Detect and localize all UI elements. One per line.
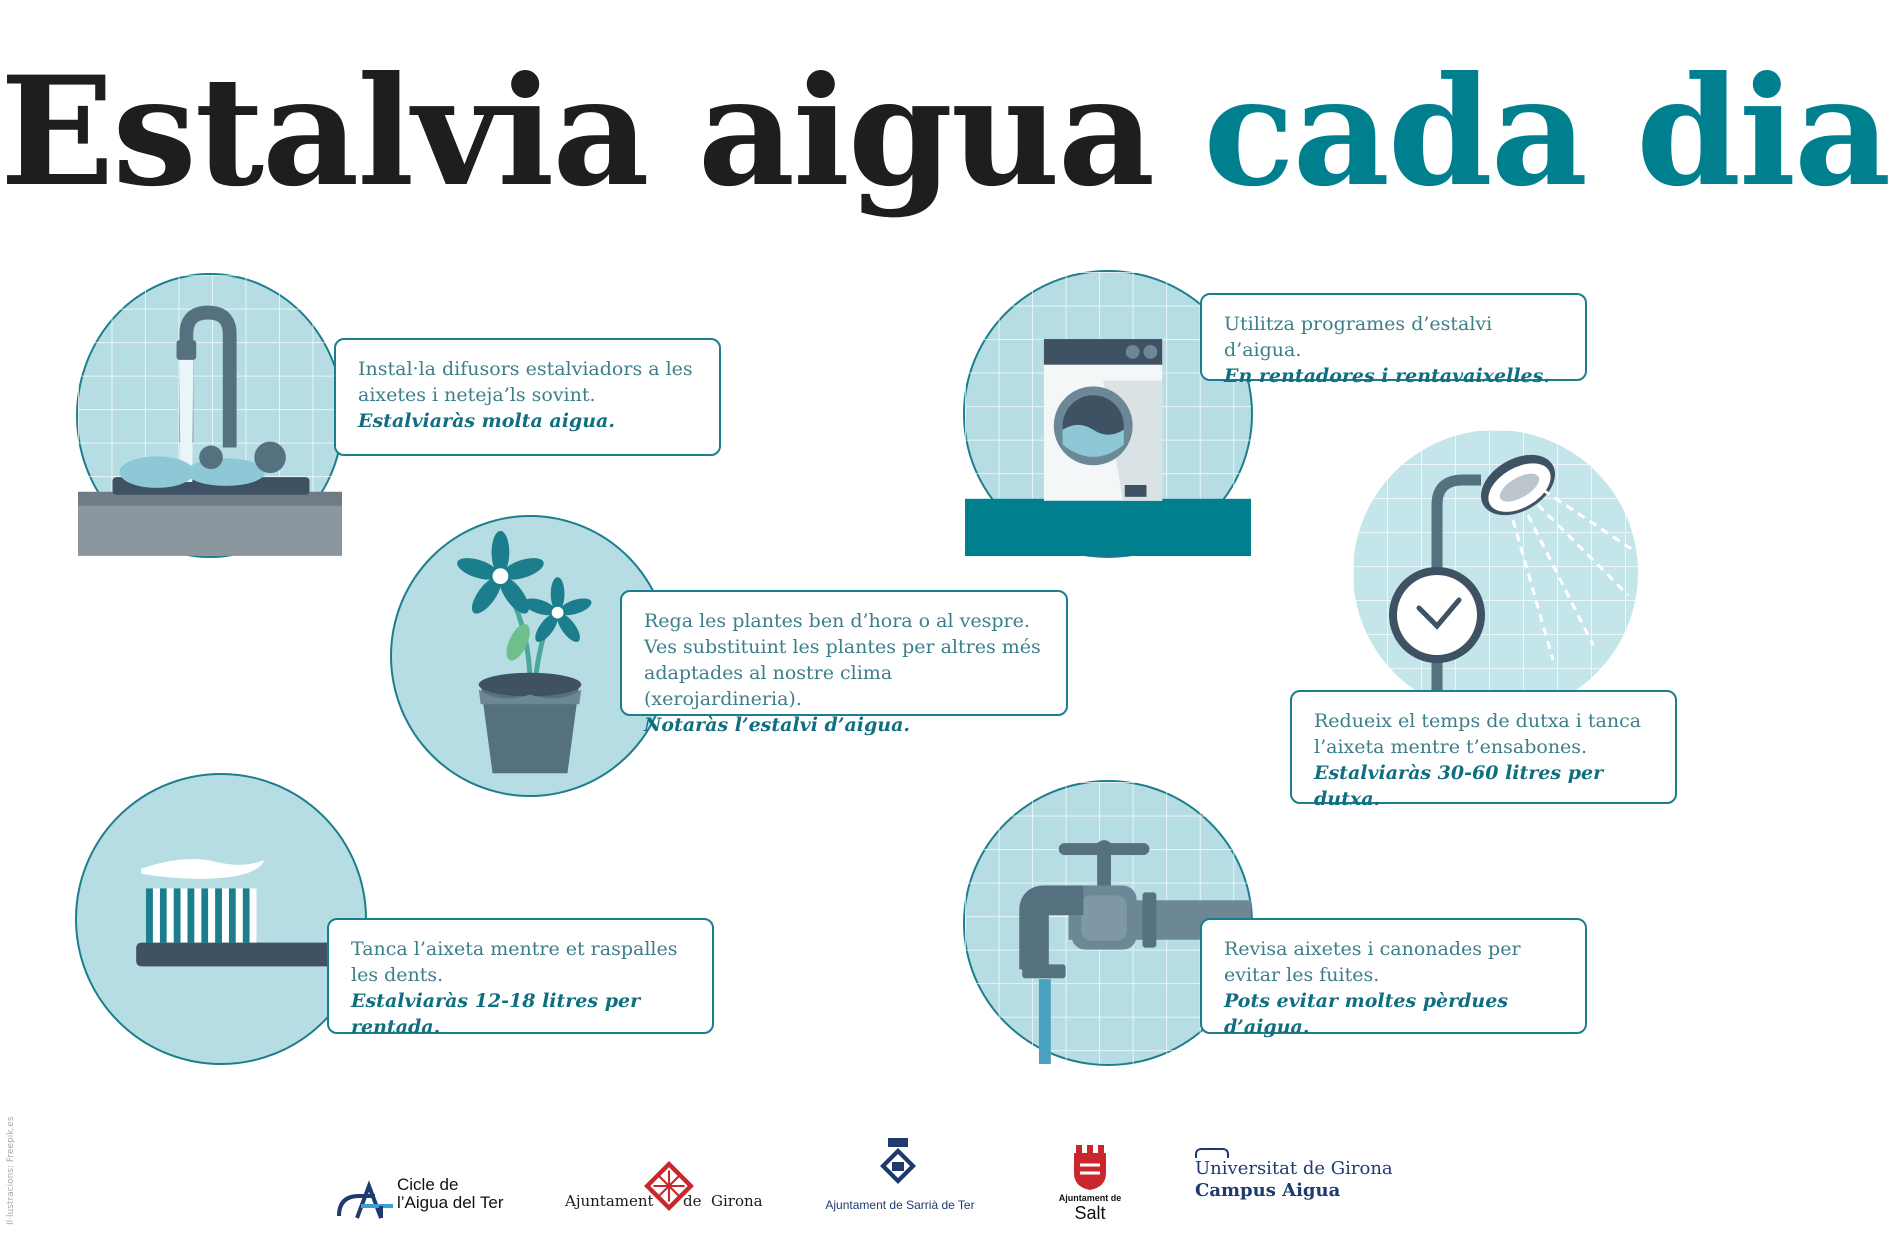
salt-shield-icon <box>1070 1145 1110 1191</box>
tip-washing-bold: En rentadores i rentavaixelles. <box>1224 365 1550 387</box>
shower-illustration <box>1353 430 1638 715</box>
logo-cicle-aigua-ter <box>335 1172 525 1222</box>
cicle-aigua-logo-icon <box>335 1180 395 1220</box>
toothbrush-illustration <box>75 773 367 1065</box>
faucet-illustration <box>76 273 344 558</box>
page-title <box>0 44 1889 220</box>
udg-bracket <box>1195 1148 1229 1158</box>
tip-faucet-bold: Estalviaràs molta aigua. <box>358 410 615 432</box>
sarria-label: Ajuntament de Sarrià de Ter <box>825 1198 975 1212</box>
tip-shower-bold: Estalviaràs 30-60 litres per dutxa. <box>1314 762 1604 810</box>
tip-plants <box>620 590 1068 736</box>
tip-shower-text: Redueix el temps de dutxa i tanca l’aixeta mentre t’ensabones. <box>1314 710 1642 758</box>
shower-icon <box>1353 430 1638 715</box>
title-part-2: cada dia <box>1203 44 1889 220</box>
udg-line-1: Universitat de Girona <box>1195 1158 1393 1179</box>
illustration-credit: Il·lustracions: Freepik.es <box>6 1116 16 1225</box>
tip-leaks <box>1200 918 1587 1038</box>
tip-teeth <box>327 918 714 1038</box>
logo-ajuntament-salt <box>1045 1145 1135 1225</box>
cicle-line-2: l’Aigua del Ter <box>397 1193 504 1212</box>
salt-big: Salt <box>1074 1203 1106 1223</box>
girona-right: de Girona <box>683 1192 763 1210</box>
toothbrush-icon <box>77 775 365 1063</box>
tip-washing <box>1200 293 1587 387</box>
tip-washing-text: Utilitza programes d’estalvi d’aigua. <box>1224 313 1493 361</box>
udg-line-2: Campus Aigua <box>1195 1180 1341 1201</box>
tip-shower <box>1290 690 1677 810</box>
tip-leaks-text: Revisa aixetes i canonades per evitar les fuites. <box>1224 938 1521 986</box>
salt-small: Ajuntament de <box>1058 1193 1122 1203</box>
title-part-1: Estalvia aigua <box>0 44 1154 220</box>
tip-leaks-bold: Pots evitar moltes pèrdues d’aigua. <box>1224 990 1509 1038</box>
tip-teeth-text: Tanca l’aixeta mentre et raspalles les dents. <box>351 938 678 986</box>
tip-plants-bold: Notaràs l’estalvi d’aigua. <box>644 714 911 736</box>
logo-udg-campus-aigua <box>1195 1148 1395 1208</box>
tip-faucet <box>334 338 721 456</box>
cicle-line-1: Cicle de <box>397 1175 459 1194</box>
logo-sarria-de-ter <box>820 1138 980 1218</box>
clock-icon <box>1389 567 1485 663</box>
sarria-shield-icon <box>878 1138 918 1188</box>
girona-left: Ajuntament <box>565 1192 654 1210</box>
tip-teeth-bold: Estalviaràs 12-18 litres per rentada. <box>351 990 641 1038</box>
logo-ajuntament-girona <box>565 1160 765 1220</box>
tip-plants-text: Rega les plantes ben d’hora o al vespre. Ves substituint les plantes per altres més adaptades al nostre clima (xerojardineria). <box>644 610 1041 710</box>
tip-faucet-text: Instal·la difusors estalviadors a les aixetes i neteja’ls sovint. <box>358 358 693 406</box>
faucet-icon <box>78 275 342 556</box>
